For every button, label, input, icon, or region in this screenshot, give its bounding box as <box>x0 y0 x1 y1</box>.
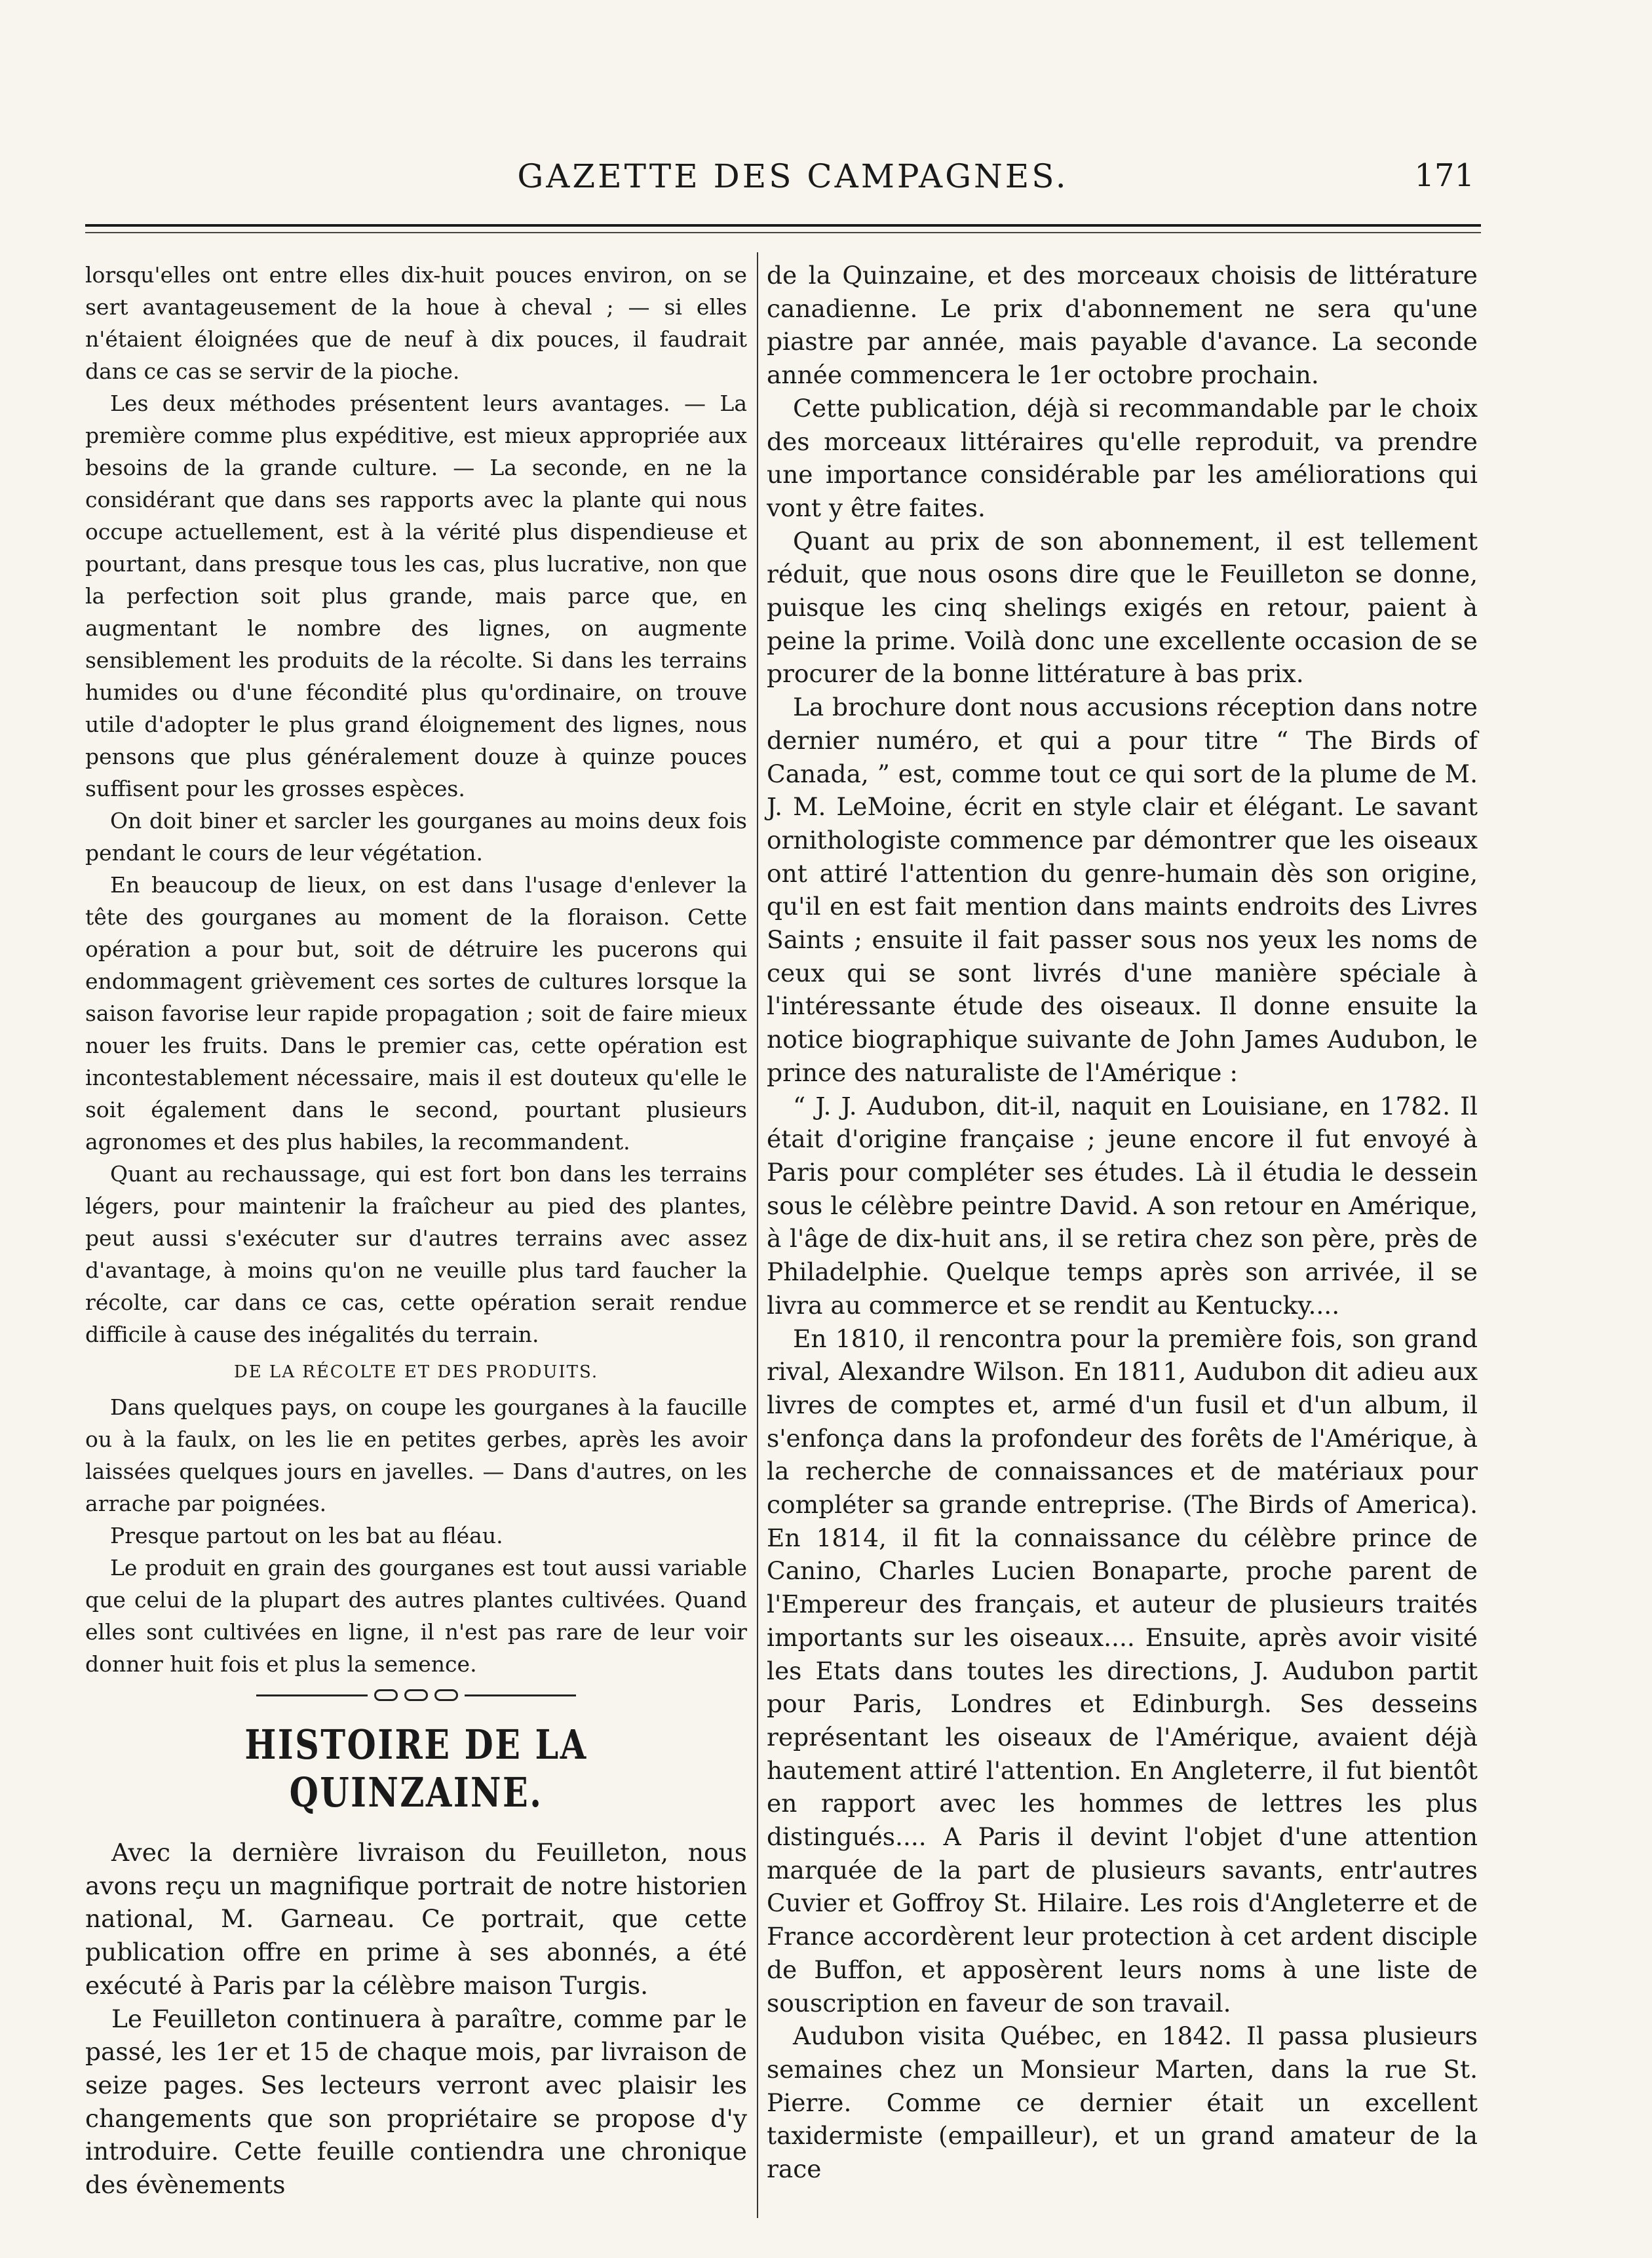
paragraph: Les deux méthodes présentent leurs avantages. — La première comme plus expéditive, est mieux appropriée aux besoins de la grande culture. — La seconde, en ne la considérant que dans ses rapports avec la plante qui nous occupe actuellement, est à la vérité plus dispendieuse et pourtant, dans presque tous les cas, plus lucrative, non que la perfection soit plus grande, mais parce que, en augmentant le nombre des lignes, on augmente sensiblement les produits de la récolte. Si dans les terrains humides ou d'une fécondité plus qu'ordinaire, on trouve utile d'adopter le plus grand éloignement des lignes, nous pensons que plus généralement douze à quinze pouces suffisent pour les grosses espèces. <box>85 391 747 801</box>
left-column <box>85 259 747 2202</box>
paragraph: On doit biner et sarcler les gourganes au moins deux fois pendant le cours de leur végétation. <box>85 808 747 866</box>
paragraph: Audubon visita Québec, en 1842. Il passa plusieurs semaines chez un Monsieur Marten, dans la rue St. Pierre. Comme ce dernier était un excellent taxidermiste (empailleur), et un grand amateur de la race <box>767 2021 1478 2184</box>
section-subheading: DE LA RÉCOLTE ET DES PRODUITS. <box>233 1362 599 1382</box>
publication-title: GAZETTE DES CAMPAGNES. <box>517 157 1069 195</box>
column-divider <box>757 252 758 2218</box>
paragraph: Avec la dernière livraison du Feuilleton, nous avons reçu un magnifique portrait de notre historien national, M. Garneau. Ce portrait, que cette publication offre en prime à ses abonnés, a été exécuté à Paris par la célèbre maison Turgis. <box>85 1838 747 2000</box>
paragraph: Le produit en grain des gourganes est tout aussi variable que celui de la plupart des autres plantes cultivées. Quand elles sont cultivées en ligne, il n'est pas rare de leur voir donner huit fois et plus la semence. <box>85 1555 747 1677</box>
paragraph: En 1810, il rencontra pour la première fois, son grand rival, Alexandre Wilson. En 1811, Audubon dit adieu aux livres de comptes et, armé d'un fusil et d'un album, il s'enfonça dans la profondeur des forêts de l'Amérique, à la recherche de connaissances et de matériaux pour compléter sa grande entreprise. (The Birds of America). En 1814, il fit la connaissance du célèbre prince de Canino, Charles Lucien Bonaparte, proche parent de l'Empereur des français, et auteur de plusieurs traités importants sur les oiseaux.... Ensuite, après avoir visité les Etats dans toutes les directions, J. Audubon partit pour Paris, Londres et Edinburgh. Ses desseins représentant les oiseaux de l'Amérique, avaient déjà hautement attiré l'attention. En Angleterre, il fut bientôt en rapport avec les hommes de lettres les plus distingués.... A Paris il devint l'objet d'une attention marquée de la part de plusieurs savants, entr'autres Cuvier et Goffroy St. Hilaire. Les rois d'Angleterre et de France accordèrent leur protection à cet ardent disciple de Buffon, et apposèrent leurs noms à une liste de souscription en faveur de son travail. <box>767 1324 1478 2018</box>
paragraph: Dans quelques pays, on coupe les gourganes à la faucille ou à la faulx, on les lie en petites gerbes, après les avoir laissées quelques jours en javelles. — Dans d'autres, on les arrache par poignées. <box>85 1394 747 1516</box>
paragraph: Presque partout on les bat au fléau. <box>110 1523 503 1548</box>
paragraph: Le Feuilleton continuera à paraître, comme par le passé, les 1er et 15 de chaque mois, par livraison de seize pages. Ses lecteurs verront avec plaisir les changements que son propriétaire se propose d'y introduire. Cette feuille contiendra une chronique des évènements <box>85 2004 747 2200</box>
header-rule <box>85 224 1481 227</box>
page-number: 171 <box>1414 157 1474 194</box>
paragraph: Cette publication, déjà si recommandable par le choix des morceaux littéraires qu'elle reproduit, va prendre une importance considérable par les améliorations qui vont y être faites. <box>767 393 1478 522</box>
paragraph: En beaucoup de lieux, on est dans l'usage d'enlever la tête des gourganes au moment de la floraison. Cette opération a pour but, soit de détruire les pucerons qui endommagent grièvement ces sortes de cultures lorsque la saison favorise leur rapide propagation ; soit de faire mieux nouer les fruits. Dans le premier cas, cette opération est incontestablement nécessaire, mais il est douteux qu'elle le soit également dans le second, pourtant plusieurs agronomes et des plus habiles, la recommandent. <box>85 872 747 1155</box>
paragraph: La brochure dont nous accusions réception dans notre dernier numéro, et qui a pour titre “ The Birds of Canada, ” est, comme tout ce qui sort de la plume de M. J. M. LeMoine, écrit en style clair et élégant. Le savant ornithologiste commence par démontrer que les oiseaux ont attiré l'attention du genre-humain dès son origine, qu'il en est fait mention dans maints endroits des Livres Saints ; ensuite il fait passer sous nos yeux les noms de ceux qui se sont livrés d'une manière spéciale à l'intéressante étude des oiseaux. Il donne ensuite la notice biographique suivante de John James Audubon, le prince des naturaliste de l'Amérique : <box>767 693 1478 1087</box>
ornament-divider <box>85 1689 747 1701</box>
page-header <box>79 157 1474 210</box>
paragraph: Quant au rechaussage, qui est fort bon dans les terrains légers, pour maintenir la fraîcheur au pied des plantes, peut aussi s'exécuter sur d'autres terrains avec assez d'avantage, à moins qu'on ne veuille plus tard faucher la récolte, car dans ce cas, cette opération serait rendue difficile à cause des inégalités du terrain. <box>85 1161 747 1347</box>
right-column <box>767 259 1478 2186</box>
paragraph: Quant au prix de son abonnement, il est tellement réduit, que nous osons dire que le Feuilleton se donne, puisque les cinq shelings exigés en retour, paient à peine la prime. Voilà donc une excellente occasion de se procurer de la bonne littérature à bas prix. <box>767 526 1478 689</box>
paragraph: “ J. J. Audubon, dit-il, naquit en Louisiane, en 1782. Il était d'origine française ; jeune encore il fut envoyé à Paris pour compléter ses études. Là il étudia le dessein sous le célèbre peintre David. A son retour en Amérique, à l'âge de dix-huit ans, il se retira chez son père, près de Philadelphie. Quelque temps après son arrivée, il se livra au commerce et se rendit au Kentucky.... <box>767 1091 1478 1320</box>
paragraph: lorsqu'elles ont entre elles dix-huit pouces environ, on se sert avantageusement de la houe à cheval ; — si elles n'étaient éloignées que de neuf à dix pouces, il faudrait dans ce cas se servir de la pioche. <box>85 262 747 384</box>
section-title: HISTOIRE DE LA QUINZAINE. <box>244 1721 588 1816</box>
header-rule-thin <box>85 232 1481 233</box>
paragraph: de la Quinzaine, et des morceaux choisis de littérature canadienne. Le prix d'abonnement ne sera qu'une piastre par année, mais payable d'avance. La seconde année commencera le 1er octobre prochain. <box>767 261 1478 390</box>
